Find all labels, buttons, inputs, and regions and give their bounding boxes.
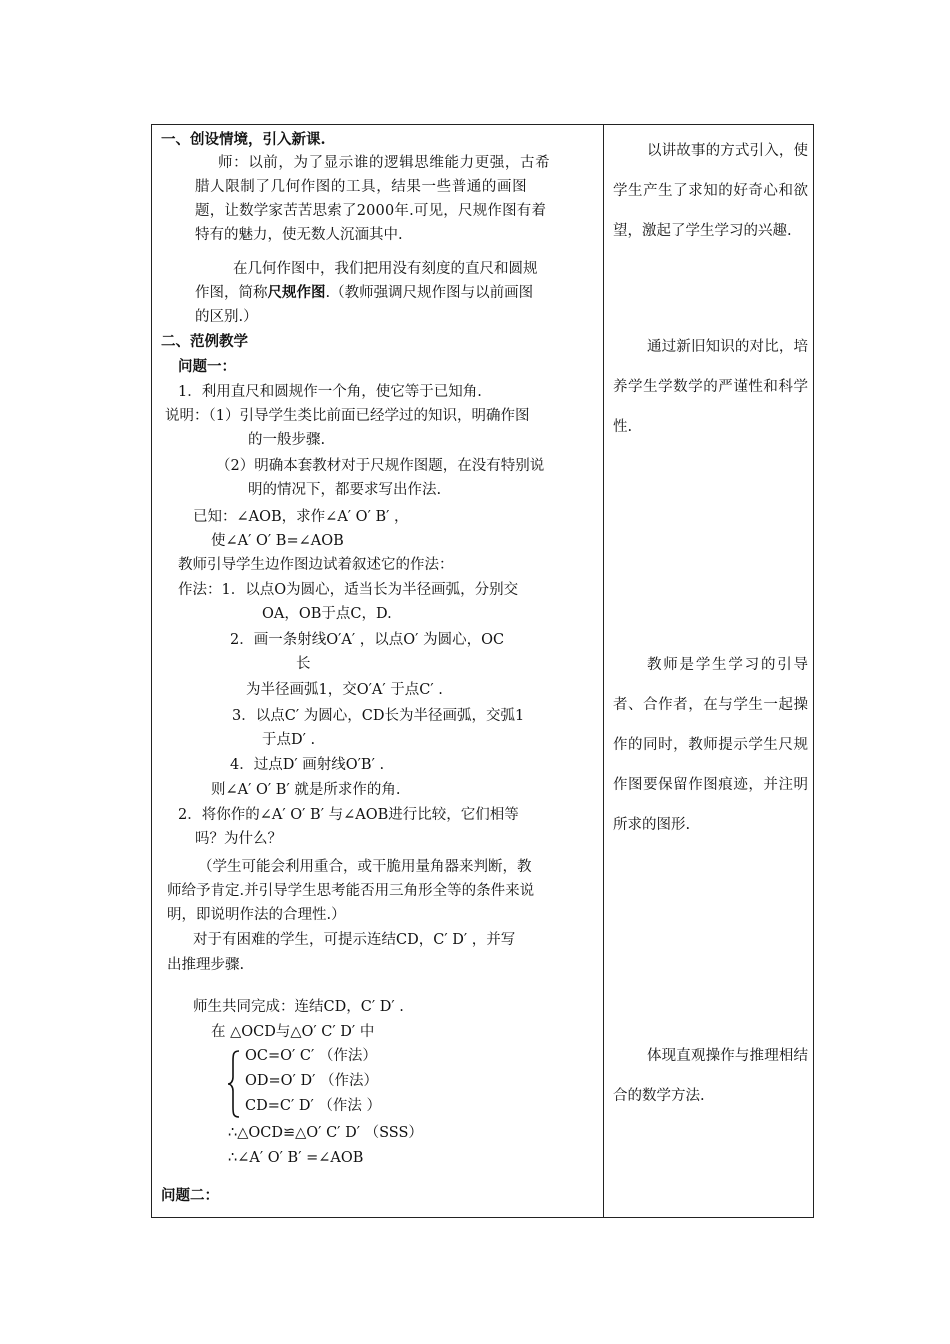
note-method: 体现直观操作与推理相结合的数学方法. [613, 1048, 808, 1104]
condition1: OC=O′ C′ （作法） [245, 1048, 377, 1064]
method-line2: OA，OB于点C，D. [262, 606, 392, 622]
para-a-line3: 明，即说明作法的合理性.） [167, 907, 346, 923]
method-line1: 作法：1．以点O为圆心，适当长为半径画弧，分别交 [178, 582, 519, 598]
s1-para1-line4: 特有的魅力，使无数人沉湎其中. [195, 227, 403, 243]
section2-heading: 二、范例教学 [161, 333, 248, 350]
explain-line2: 的一般步骤. [248, 432, 326, 448]
method-line8: 4．过点D′ 画射线O′B′ . [230, 757, 385, 773]
question2-label: 问题二： [161, 1187, 219, 1204]
condition2: OD=O′ D′ （作法） [245, 1073, 378, 1089]
s1-para1-line2: 腊人限制了几何作图的工具，结果一些普通的画图 [195, 179, 528, 195]
note-contrast: 通过新旧知识的对比，培养学生学数学的严谨性和科学性. [613, 339, 808, 435]
para-b-line1: 对于有困难的学生，可提示连结CD，C′ D′ ，并写 [193, 932, 516, 948]
together-line: 师生共同完成：连结CD，C′ D′ . [193, 999, 404, 1015]
left-brace-icon [227, 1049, 241, 1119]
teacher-guide: 教师引导学生边作图边试着叙述它的作法： [178, 557, 454, 573]
s1-para1-line1: 师：以前，为了显示谁的逻辑思维能力更强，古希 [218, 155, 551, 171]
method-line6: 3．以点C′ 为圆心，CD长为半径画弧，交弧1 [232, 708, 525, 724]
given-line1: 已知：∠AOB，求作∠A′ O′ B′ ， [193, 509, 409, 525]
para-b-line2: 出推理步骤. [167, 957, 245, 973]
conclusion2: ∴∠A′ O′ B′ =∠AOB [228, 1150, 364, 1166]
explain-line1: 说明：（1）引导学生类比前面已经学过的知识，明确作图 [165, 408, 530, 424]
method-line7: 于点D′ . [262, 732, 316, 748]
q1-item2-line1: 2．将你作的∠A′ O′ B′ 与∠AOB进行比较，它们相等 [178, 807, 519, 823]
condition3: CD=C′ D′ （作法 ） [245, 1098, 382, 1114]
para-a-line2: 师给予肯定.并引导学生思考能否用三角形全等的条件来说 [167, 883, 535, 899]
in-triangles: 在 △OCD与△O′ C′ D′ 中 [211, 1024, 375, 1040]
explain-line4: 明的情况下，都要求写出作法. [248, 482, 442, 498]
s1-para2-line3: 的区别.） [195, 309, 258, 325]
para-a-line1: （学生可能会利用重合，或干脆用量角器来判断，教 [198, 859, 532, 875]
method-line4: 长 [296, 656, 311, 672]
column-divider [603, 125, 604, 1217]
s1-para2-line2 [195, 283, 533, 303]
q1-item2-line2: 吗？为什么？ [195, 831, 282, 847]
explain-line3: （2）明确本套教材对于尺规作图题，在没有特别说 [216, 458, 545, 474]
conclusion1: ∴△OCD≌△O′ C′ D′ （SSS） [228, 1125, 423, 1141]
question1-label: 问题一： [178, 358, 236, 375]
s1-para2-text-a: 作图，简称 [195, 285, 268, 301]
note-teacher-role: 教师是学生学习的引导者、合作者，在与学生一起操作的同时，教师提示学生尺规作图要保留作图痕迹，并注明所求的图形. [613, 657, 808, 833]
method-line9: 则∠A′ O′ B′ 就是所求作的角. [211, 782, 401, 798]
s1-para2-line1: 在几何作图中，我们把用没有刻度的直尺和圆规 [233, 261, 538, 277]
q1-item1: 1．利用直尺和圆规作一个角，使它等于已知角. [178, 384, 482, 400]
method-line3: 2．画一条射线O′A′ ，以点O′ 为圆心，OC [230, 632, 505, 648]
given-line2: 使∠A′ O′ B=∠AOB [211, 533, 344, 549]
section1-heading: 一、创设情境，引入新课. [161, 131, 326, 148]
term-compass-ruler: 尺规作图 [267, 284, 326, 301]
s1-para1-line3: 题，让数学家苦苦思索了2000年.可见，尺规作图有着 [195, 203, 547, 219]
method-line5: 为半径画弧1，交O′A′ 于点C′ . [246, 682, 443, 698]
s1-para2-text-c: .（教师强调尺规作图与以前画图 [325, 285, 534, 301]
note-story: 以讲故事的方式引入，使学生产生了求知的好奇心和欲望，激起了学生学习的兴趣. [613, 143, 808, 239]
